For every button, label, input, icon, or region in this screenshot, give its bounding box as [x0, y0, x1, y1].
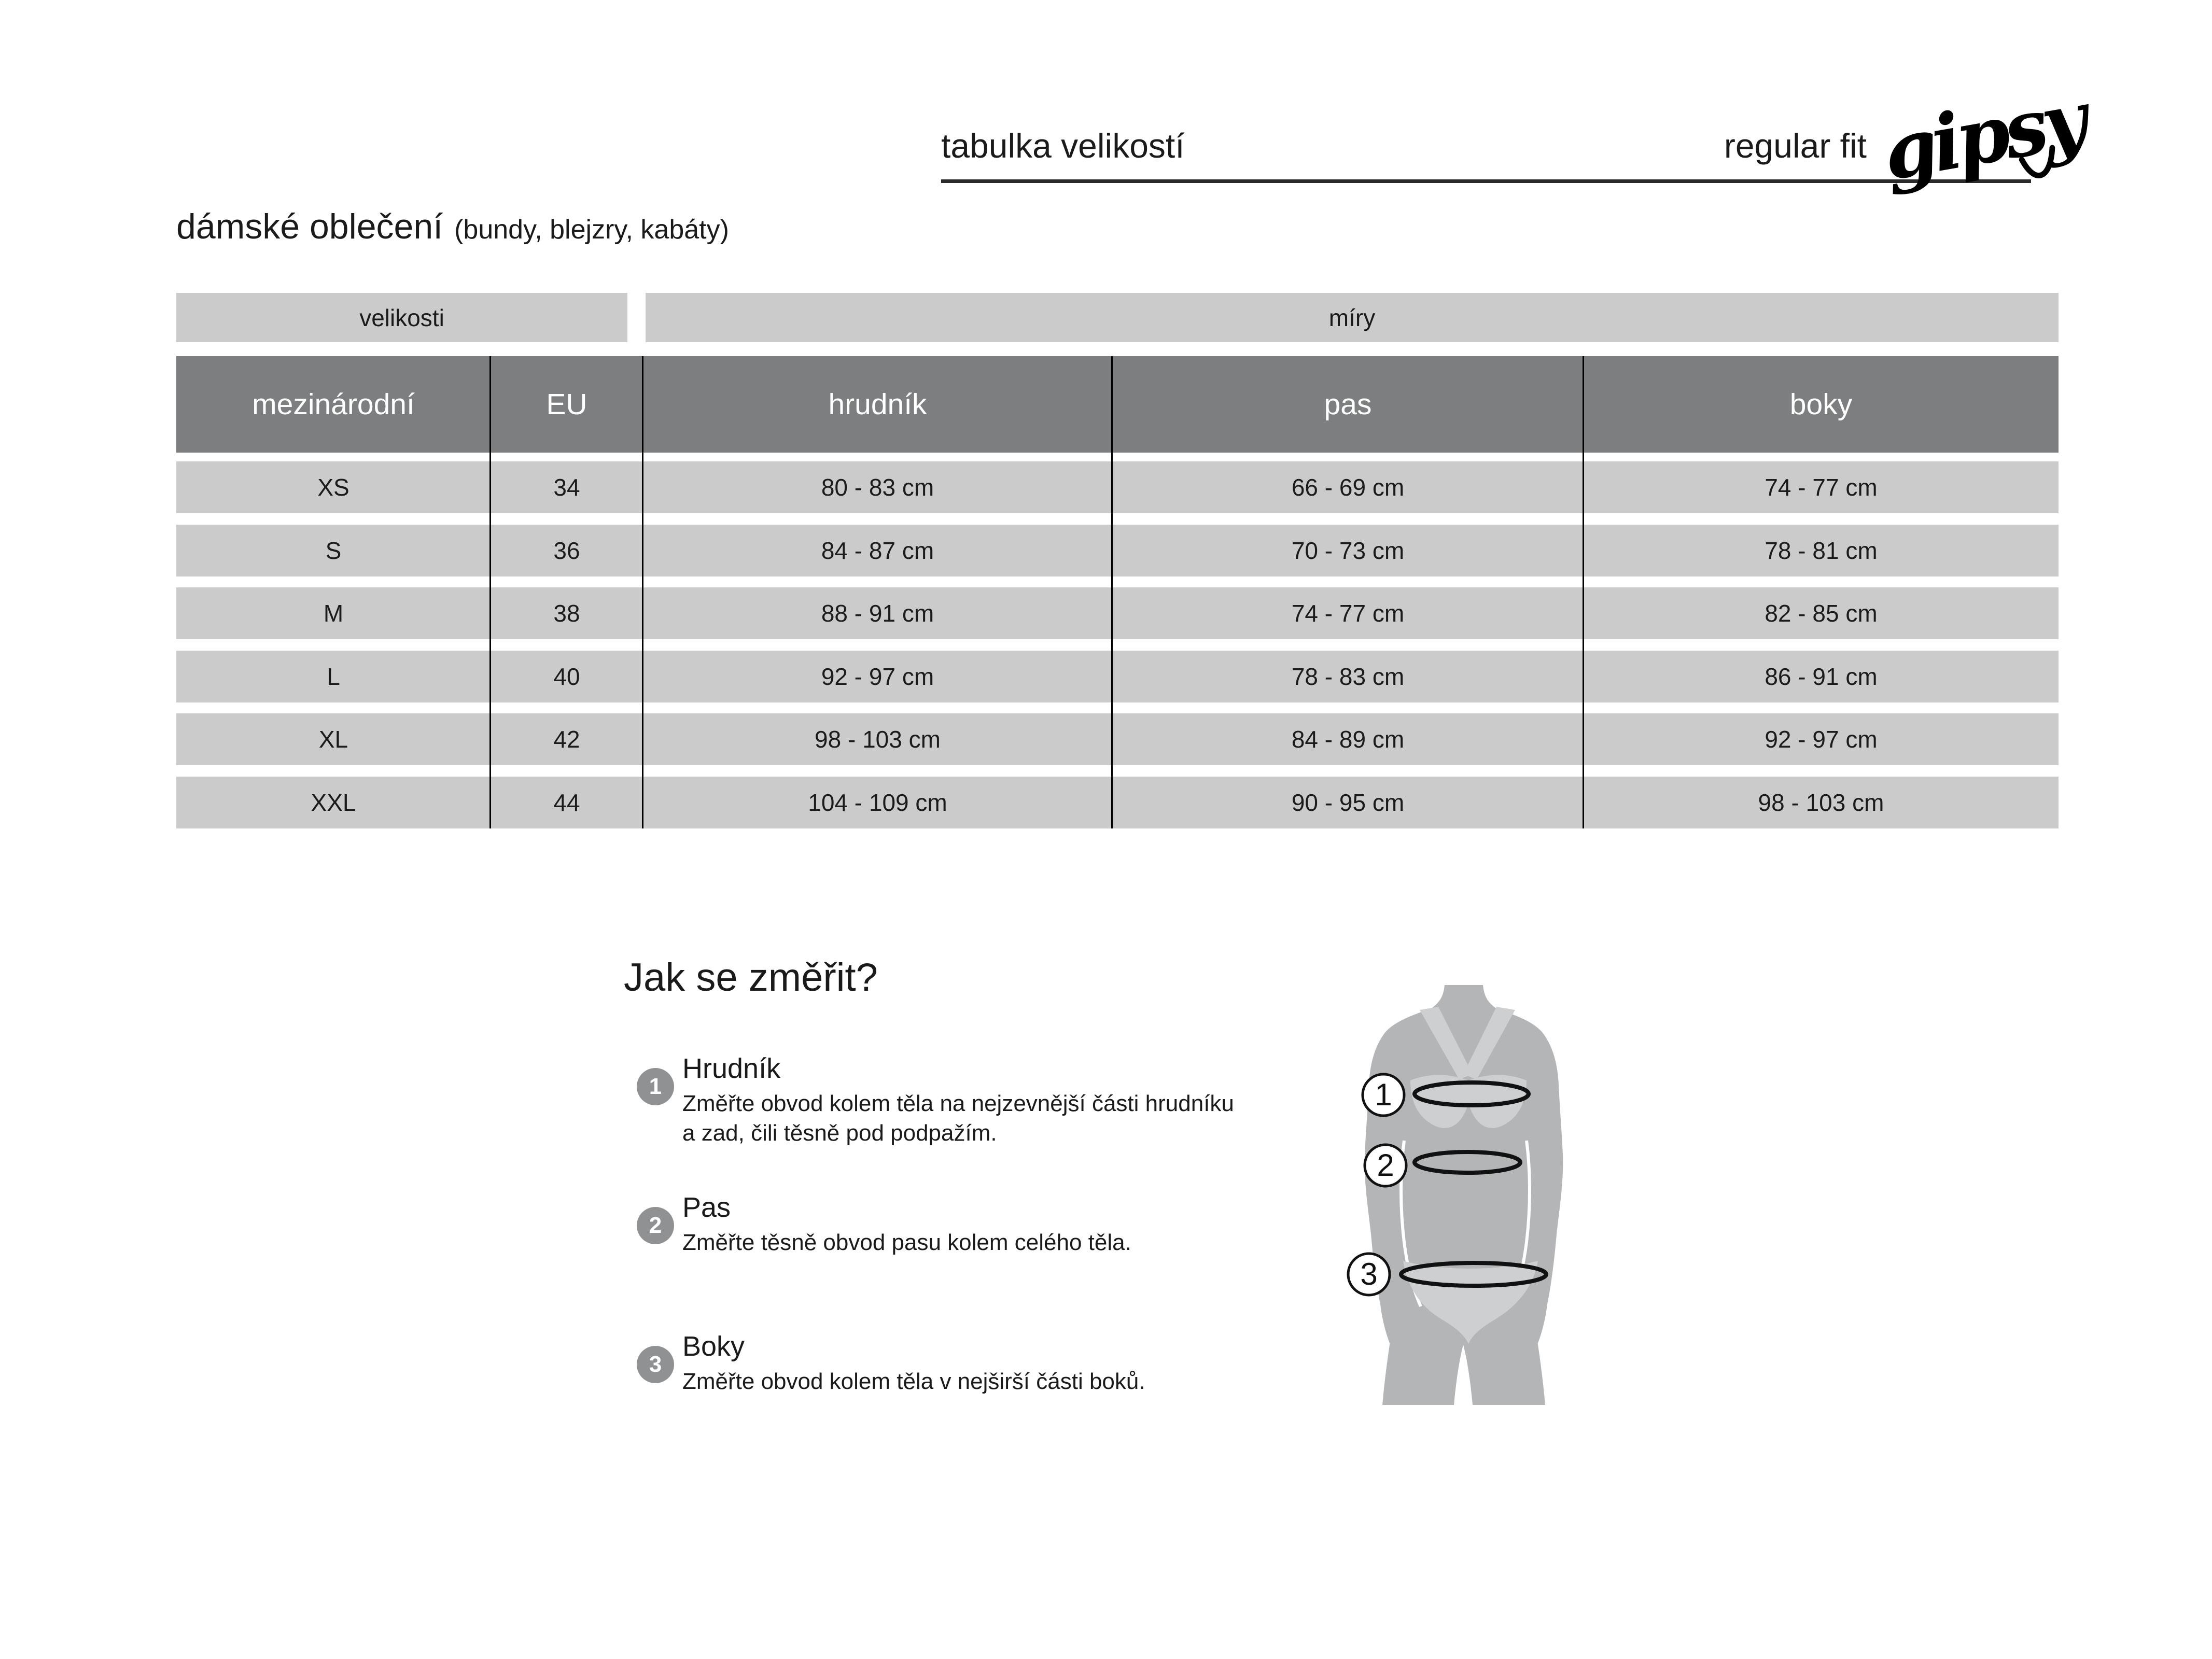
waist-cell: 90 - 95 cm	[1291, 789, 1405, 816]
column-header-waist: pas	[1324, 388, 1372, 421]
eu-cell: 40	[553, 663, 580, 690]
gipsy-logo-text: gipsy	[1876, 74, 2090, 198]
size-cell: L	[327, 663, 340, 690]
fit-label: regular fit	[1724, 126, 1867, 165]
table-header-row	[176, 356, 2059, 453]
section-heading-main: dámské oblečení	[176, 207, 443, 246]
column-header-eu: EU	[546, 388, 587, 421]
eu-cell: 38	[553, 600, 580, 627]
marker-number-3: 3	[1360, 1257, 1378, 1291]
chest-cell: 80 - 83 cm	[821, 474, 934, 501]
marker-number-2: 2	[1377, 1148, 1394, 1183]
table-row	[176, 713, 2059, 765]
chest-cell: 84 - 87 cm	[821, 537, 934, 564]
table-row	[176, 777, 2059, 828]
gipsy-logo	[1876, 62, 2090, 238]
column-separator	[642, 356, 643, 828]
hips-cell: 78 - 81 cm	[1765, 537, 1878, 564]
hips-cell: 82 - 85 cm	[1765, 600, 1878, 627]
size-cell: XS	[317, 474, 349, 501]
body-figure	[1327, 985, 1576, 1405]
size-cell: XXL	[311, 789, 356, 816]
hips-cell: 98 - 103 cm	[1758, 789, 1884, 816]
table-row	[176, 587, 2059, 639]
hips-cell: 74 - 77 cm	[1765, 474, 1878, 501]
waist-cell: 70 - 73 cm	[1291, 537, 1405, 564]
column-separator	[1583, 356, 1584, 828]
waist-cell: 66 - 69 cm	[1291, 474, 1405, 501]
measure-guide-heading: Jak se změřit?	[624, 955, 878, 1000]
table-row	[176, 525, 2059, 577]
column-header-international: mezinárodní	[252, 388, 415, 421]
waist-cell: 74 - 77 cm	[1291, 600, 1405, 627]
column-separator	[489, 356, 491, 828]
chest-cell: 104 - 109 cm	[808, 789, 947, 816]
eu-cell: 44	[553, 789, 580, 816]
item-description: Změřte obvod kolem těla na nejzevnější části hrudníku a zad, čili těsně pod podpažím.	[682, 1091, 1234, 1146]
item-number-badge: 2	[637, 1207, 674, 1244]
group-header-sizes: velikosti	[176, 293, 627, 342]
measure-item-waist	[637, 1191, 1415, 1257]
column-header-hips: boky	[1789, 388, 1853, 421]
group-header-measures: míry	[646, 293, 2059, 342]
item-title: Hrudník	[682, 1053, 781, 1084]
hips-cell: 86 - 91 cm	[1765, 663, 1878, 690]
measure-item-chest	[637, 1052, 1415, 1148]
size-table	[176, 293, 2059, 880]
chest-cell: 88 - 91 cm	[821, 600, 934, 627]
item-title: Pas	[682, 1192, 731, 1223]
chest-cell: 98 - 103 cm	[815, 726, 941, 753]
item-title: Boky	[682, 1331, 745, 1362]
table-row	[176, 651, 2059, 702]
column-separator	[1111, 356, 1113, 828]
waist-cell: 78 - 83 cm	[1291, 663, 1405, 690]
page-title: tabulka velikostí	[941, 126, 1185, 165]
gipsy-logo-graphic	[1876, 62, 2090, 238]
section-heading	[176, 206, 729, 247]
eu-cell: 36	[553, 537, 580, 564]
item-description: Změřte obvod kolem těla v nejširší části boků.	[682, 1369, 1145, 1394]
item-description: Změřte těsně obvod pasu kolem celého těla.	[682, 1230, 1131, 1255]
title-rule	[941, 179, 2031, 183]
eu-cell: 34	[553, 474, 580, 501]
size-cell: S	[325, 537, 342, 564]
marker-number-1: 1	[1375, 1077, 1392, 1112]
table-row	[176, 461, 2059, 513]
body-silhouette	[1365, 985, 1563, 1405]
size-cell: M	[323, 600, 344, 627]
hips-cell: 92 - 97 cm	[1765, 726, 1878, 753]
body-silhouette-graphic	[1327, 985, 1576, 1405]
column-header-chest: hrudník	[828, 388, 927, 421]
item-number-badge: 3	[637, 1346, 674, 1383]
waist-cell: 84 - 89 cm	[1291, 726, 1405, 753]
chest-cell: 92 - 97 cm	[821, 663, 934, 690]
eu-cell: 42	[553, 726, 580, 753]
section-heading-note: (bundy, blejzry, kabáty)	[454, 215, 729, 245]
size-cell: XL	[318, 726, 348, 753]
item-number-badge: 1	[637, 1068, 674, 1105]
measure-item-hips	[637, 1330, 1415, 1396]
